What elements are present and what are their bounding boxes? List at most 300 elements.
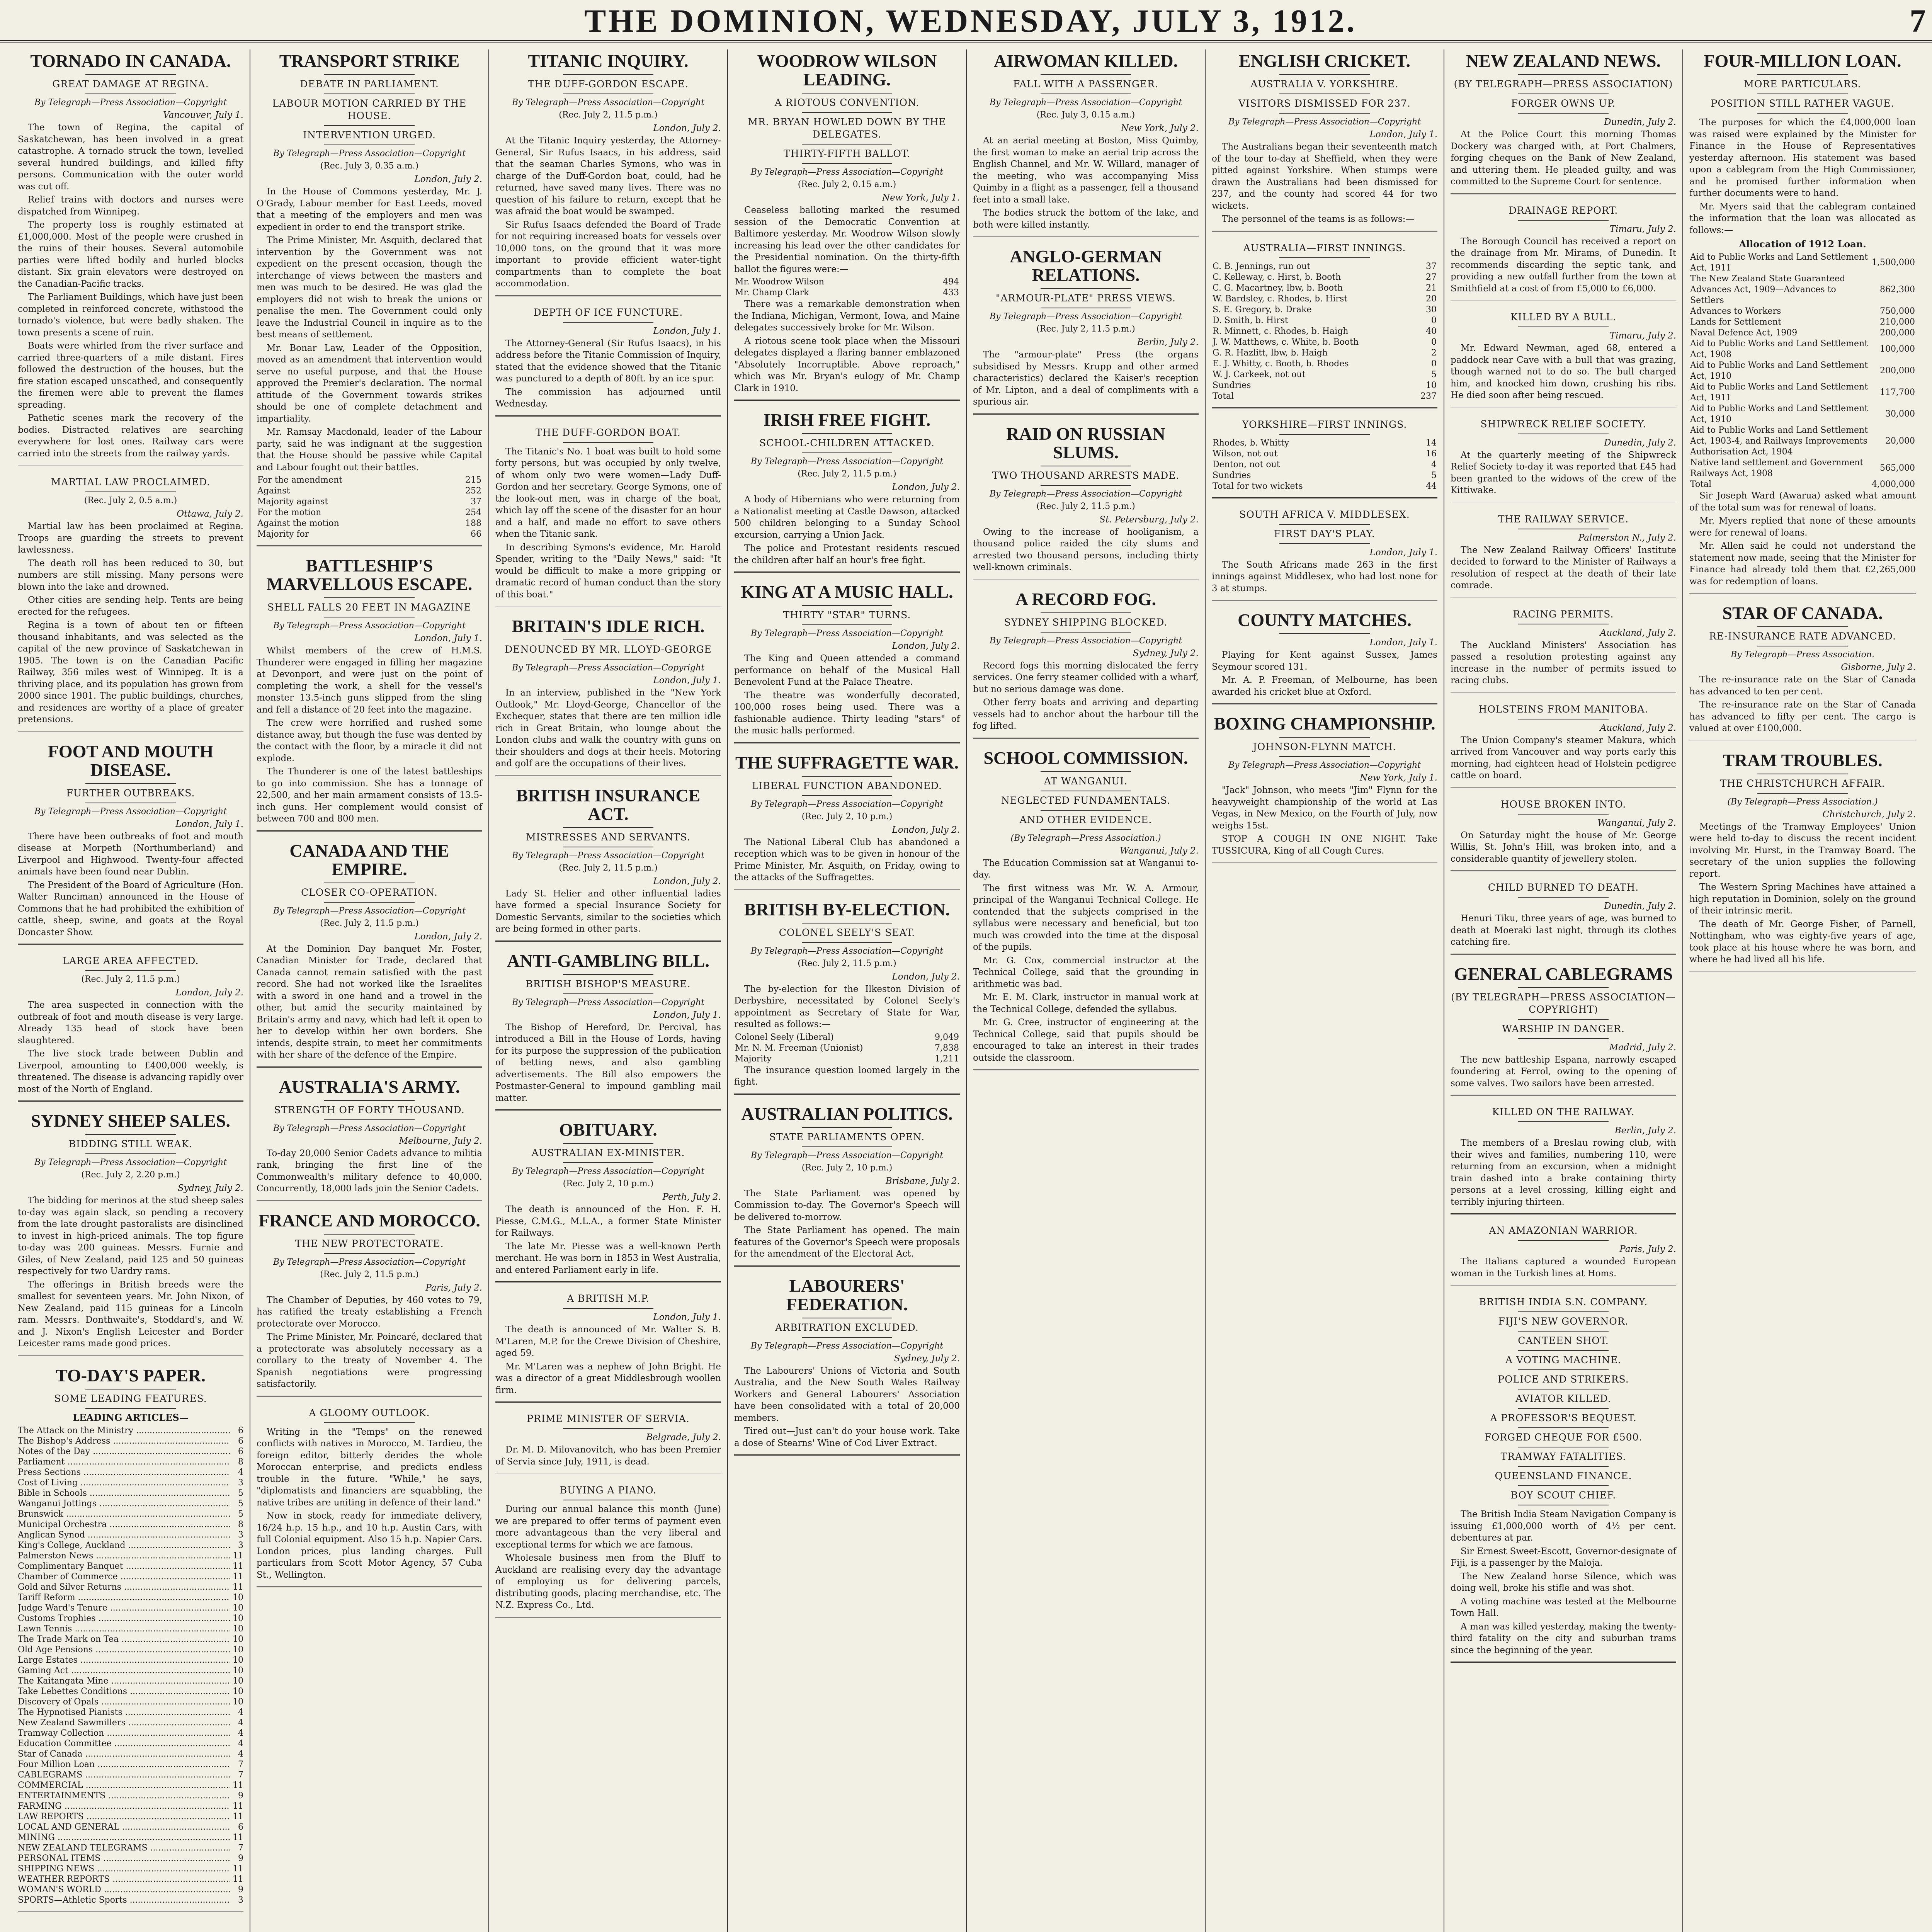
article-subhead: STATE PARLIAMENTS OPEN. [769, 1131, 925, 1143]
toc-label: Tariff Reform ..... [18, 1592, 230, 1603]
article-paragraph: Mr. Myers said that the cablegram contained the information that the loan was allocated as follows:— [1689, 201, 1916, 235]
table-row [1212, 359, 1437, 369]
row-value: 44 [1426, 481, 1437, 491]
article-paragraph: Mr. Ramsay Macdonald, leader of the Labour party, said he was indignant at the suggestion that the House should be passive while Capital and Labour fought out their battles. [257, 427, 482, 473]
article-paragraph: The Borough Council has received a report on the drainage from Mr. Mirams, of Dunedin. It recommends discarding the septic tank, and providing a new outfall further from the town at Smithfield at a cost of from £5,000 to £6,000. [1451, 236, 1676, 294]
article [495, 952, 721, 1111]
article-headline: NEW ZEALAND NEWS. [1466, 51, 1661, 71]
table-row [1212, 283, 1437, 294]
article-divider [1451, 597, 1676, 598]
article [257, 842, 482, 1068]
article-divider [495, 775, 721, 776]
article-headline: BRITAIN'S IDLE RICH. [512, 616, 705, 636]
subhead-rule [802, 1146, 892, 1147]
article-dateline: London, July 1. [1369, 638, 1437, 648]
article-body [495, 135, 721, 290]
table-row [257, 507, 482, 518]
article-subhead: THE DUFF-GORDON ESCAPE. [527, 78, 689, 90]
toc-label: Star of Canada ..... [18, 1749, 230, 1759]
table-row [1212, 348, 1437, 359]
article-byline: By Telegraph—Press Association—Copyright [750, 457, 944, 466]
article [1451, 1225, 1676, 1286]
row-value: 494 [943, 277, 959, 287]
toc-row [18, 1603, 243, 1613]
headline-rule [85, 74, 176, 75]
article-subhead: QUEENSLAND FINANCE. [1495, 1470, 1632, 1481]
article-divider [495, 1617, 721, 1618]
article-byline: By Telegraph—Press Association—Copyright [750, 799, 944, 809]
row-label: Lands for Settlement [1690, 317, 1781, 327]
toc-row [18, 1488, 243, 1498]
row-label: Total for two wickets [1213, 481, 1303, 491]
toc-label: Discovery of Opals ..... [18, 1697, 230, 1707]
article-body [734, 1188, 960, 1260]
article-paragraph: The Italians captured a wounded European woman in the Turkish lines at Homs. [1451, 1257, 1676, 1279]
article-paragraph: STOP A COUGH IN ONE NIGHT. Take TUSSICURA, King of all Cough Cures. [1212, 834, 1437, 856]
table-row [1212, 470, 1437, 481]
article-subhead: AN AMAZONIAN WARRIOR. [1489, 1225, 1638, 1236]
article-paragraph: Owing to the increase of hooliganism, a thousand police raided the city slums and arrested two thousand persons, including thirty well-known criminals. [973, 527, 1199, 572]
row-label: Native land settlement and Government Railways Act, 1908 [1690, 458, 1864, 478]
article-headline: THE SUFFRAGETTE WAR. [735, 752, 959, 772]
article-headline: FOUR-MILLION LOAN. [1704, 51, 1901, 71]
row-value: 10 [1426, 380, 1437, 390]
subhead-rule [1041, 485, 1131, 486]
article-dateline: London, July 2. [892, 971, 960, 982]
toc-row [18, 1509, 243, 1519]
article [1689, 751, 1916, 972]
toc-page: 11 [233, 1801, 243, 1811]
toc-page: 9 [238, 1791, 243, 1801]
article-dateline: London, July 2. [892, 641, 960, 651]
article-subhead: LABOUR MOTION CARRIED BY THE HOUSE. [272, 98, 467, 121]
toc-page: 4 [238, 1749, 243, 1759]
ballot-table [734, 277, 960, 298]
subhead-rule [1518, 113, 1609, 114]
row-label: W. Bardsley, c. Rhodes, b. Hirst [1213, 294, 1348, 304]
allocation-table [1689, 252, 1916, 490]
article-headline: SCHOOL COMMISSION. [983, 748, 1188, 768]
subhead-rule [802, 163, 892, 164]
article-dateline: Palmerston N., July 2. [1578, 532, 1676, 543]
toc-row [18, 1540, 243, 1551]
article-dateline: Dunedin, July 2. [1604, 901, 1676, 911]
table-row [1212, 272, 1437, 283]
article-divider [257, 1586, 482, 1587]
article-divider [1451, 692, 1676, 693]
article-paragraph: Mr. Allen said he could not understand the statement now made, seeing that the Minister for Finance had already told them that £2,265,000 was for redemption of loans. [1689, 541, 1916, 587]
article-paragraph: Mr. Bonar Law, Leader of the Opposition, moved as an amendment that intervention would serve no useful purpose, and that the House approved the Premier's declaration. The normal attitude of the Government towards strikes should be one of complete detachment and impartiality. [257, 343, 482, 424]
article-received: (Rec. July 3, 0.15 a.m.) [1036, 110, 1135, 120]
subhead-rule [563, 322, 653, 323]
article-subhead: DENOUNCED BY MR. LLOYD-GEORGE [505, 644, 712, 655]
subhead-rule [85, 1408, 176, 1409]
headline-rule [324, 74, 415, 75]
toc-label: ENTERTAINMENTS ..... [18, 1791, 230, 1801]
toc-row [18, 1655, 243, 1665]
toc-page: 6 [238, 1425, 243, 1435]
article-paragraph: The bodies struck the bottom of the lake, and both were killed instantly. [973, 208, 1199, 230]
article [1451, 204, 1676, 301]
article-received: (Rec. July 2, 2.20 p.m.) [81, 1170, 180, 1180]
headline-rule [1279, 633, 1370, 634]
article [495, 306, 721, 417]
article-byline: By Telegraph—Press Association—Copyright [1228, 760, 1421, 770]
article-headline: LABOURERS' FEDERATION. [786, 1276, 908, 1314]
article-paragraph: The Australians began their seventeenth match of the tour to-day at Sheffield, when they were pitted against Yorkshire. When stumps were drawn the Australians had been dismissed for 237, and the county had scored 44 for two wickets. [1212, 142, 1437, 211]
article-byline: By Telegraph—Press Association—Copyright [989, 312, 1182, 321]
toc-page: 10 [233, 1592, 243, 1602]
table-row [1212, 391, 1437, 402]
article-subhead: BOY SCOUT CHIEF. [1510, 1490, 1616, 1501]
article-subhead: A BRITISH M.P. [567, 1293, 650, 1304]
toc-label: CABLEGRAMS ..... [18, 1770, 230, 1780]
article-paragraph: Mr. Edward Newman, aged 68, entered a paddock near Cave with a bull that was grazing, though warned not to do so. The bull charged him, and knocked him down, crushing his ribs. He died soon after being rescued. [1451, 343, 1676, 400]
article [734, 52, 960, 401]
article [1212, 509, 1437, 601]
toc-page: 6 [238, 1446, 243, 1456]
article-paragraph: The police and Protestant residents rescued the children after half an hour's free fight. [734, 543, 960, 565]
row-label: Aid to Public Works and Land Settlement Act, 1910 [1690, 361, 1868, 381]
article-body [973, 135, 1199, 231]
article-body [734, 1365, 960, 1449]
article-paragraph: The Thunderer is one of the latest battleships to go into commission. She has a tonnage of 22,500, and her main armament consists of 13.5-inch guns. Her complement would consist of between 700 and 800 men. [257, 767, 482, 824]
row-label: Mr. Woodrow Wilson [735, 277, 824, 287]
article-body [734, 983, 960, 1031]
toc-page: 11 [233, 1864, 243, 1874]
masthead [0, 0, 1932, 43]
article-paragraph: Regina is a town of about ten or fifteen thousand inhabitants, and was selected as the capital of the new province of Saskatchewan in 1905. The town is on the Canadian Pacific Railway, 356 miles west of Winnipeg. It is a thriving place, and its population has grown from 2000 since 1901. The public buildings, churches, and residences are worthy of a place of greater pretensions. [18, 620, 243, 724]
toc-row [18, 1436, 243, 1446]
toc-row [18, 1822, 243, 1832]
article-dateline: Wanganui, July 2. [1597, 818, 1676, 828]
article-paragraph: At the Dominion Day banquet Mr. Foster, Canadian Minister for Trade, declared that Canada cannot remain satisfied with the past record. She had not worked like the Israelites with a sword in one hand and a trowel in the other, but amid the security maintained by Britain's army and navy, which had left it open to her to develop within her own borders. She intends, despite strain, to meet her commitments with her share of the defence of the Empire. [257, 944, 482, 1060]
article-paragraph: The New Zealand horse Silence, which was doing well, broke his stifle and was shot. [1451, 1571, 1676, 1593]
row-value: 215 [465, 475, 481, 485]
article-body [1689, 490, 1916, 587]
article-body [1212, 559, 1437, 595]
article-headline: FOOT AND MOUTH DISEASE. [48, 741, 214, 780]
subhead-rule [1757, 793, 1848, 794]
row-value: 4,000,000 [1872, 480, 1915, 489]
article-byline: By Telegraph—Press Association—Copyright [750, 1150, 944, 1160]
subhead-rule [563, 1428, 653, 1429]
row-label: The New Zealand State Guaranteed Advances Act, 1909—Advances to Settlers [1690, 274, 1845, 305]
column-5 [967, 49, 1206, 1932]
article-paragraph: Tired out—Just can't do your house work. Take a dose of Stearns' Wine of Cod Liver Extract. [734, 1426, 960, 1448]
article-paragraph: The Prime Minister, Mr. Asquith, declared that intervention by the Government was not expedient on the present occasion, though the interchange of views between the masters and men was much to be desired. He was glad the employers did not wish to break the unions or penalise the men. The Government could only leave the Industrial Council in inquire as to the best means of settlement. [257, 235, 482, 340]
toc-page: 4 [238, 1728, 243, 1738]
article-divider [495, 1401, 721, 1403]
article-subhead: AND OTHER EVIDENCE. [1019, 814, 1152, 825]
row-value: 30,000 [1885, 409, 1915, 419]
article-subhead: THE NEW PROTECTORATE. [295, 1238, 444, 1249]
article-dateline: London, July 2. [175, 988, 243, 998]
article-byline: By Telegraph—Press Association—Copyright [34, 806, 227, 816]
toc-label: Press Sections ..... [18, 1467, 230, 1478]
article-dateline: Timaru, July 2. [1609, 331, 1676, 341]
headline-rule [1041, 771, 1131, 772]
article-paragraph: The Chamber of Deputies, by 460 votes to 79, has ratified the treaty establishing a French protectorate over Morocco. [257, 1295, 482, 1329]
article-headline: TO-DAY'S PAPER. [56, 1365, 206, 1385]
table-row [1212, 438, 1437, 449]
article-divider [1451, 1095, 1676, 1096]
toc-row [18, 1634, 243, 1645]
toc-label: Notes of the Day ..... [18, 1446, 230, 1457]
row-value: 0 [1431, 359, 1437, 369]
toc-row [18, 1697, 243, 1707]
subhead-rule [1518, 897, 1609, 898]
subhead-rule [563, 659, 653, 660]
subhead-rule [1518, 1369, 1609, 1370]
article-body [1451, 1256, 1676, 1279]
table-row [1212, 304, 1437, 315]
article-headline: CANADA AND THE EMPIRE. [289, 840, 449, 879]
row-value: 0 [1431, 315, 1437, 325]
article-headline: BOXING CHAMPIONSHIP. [1214, 714, 1435, 733]
row-label: E. J. Whitty, c. Booth, b. Rhodes [1213, 359, 1349, 369]
article-paragraph: Mr. M'Laren was a nephew of John Bright. He was a director of a great Middlesbrough woollen firm. [495, 1361, 721, 1395]
toc-row [18, 1519, 243, 1530]
article-paragraph: The Western Spring Machines have attained a high reputation in Dominion, solely on the ground of their intrinsic merit. [1689, 882, 1916, 916]
article [973, 247, 1199, 415]
toc-row [18, 1467, 243, 1478]
article-paragraph: Record fogs this morning dislocated the ferry services. One ferry steamer collided with a wharf, but no serious damage was done. [973, 660, 1199, 694]
article-paragraph: Dr. M. D. Milovanovitch, who has been Premier of Servia since July, 1911, is dead. [495, 1445, 721, 1467]
article-subhead: A PROFESSOR'S BEQUEST. [1490, 1412, 1637, 1423]
ballot-table [734, 1032, 960, 1065]
article-body [495, 1444, 721, 1468]
headline-rule [85, 1134, 176, 1135]
article-divider [734, 1265, 960, 1267]
subhead-rule [85, 970, 176, 971]
subhead-rule [1518, 1427, 1609, 1428]
article-dateline: Berlin, July 2. [1614, 1126, 1676, 1136]
article-subhead: SYDNEY SHIPPING BLOCKED. [1004, 616, 1168, 628]
toc-page: 9 [238, 1853, 243, 1863]
table-row [1212, 459, 1437, 470]
article-paragraph: At an aerial meeting at Boston, Miss Quimby, the first woman to make an aerial trip across the English Channel, and Mr. W. Willard, manager of the meeting, who was accompanying Miss Quimby in a flight as a passenger, fell a thousand feet into a small lake. [973, 136, 1199, 205]
table-row [1212, 449, 1437, 459]
article-dateline: London, July 1. [414, 633, 482, 643]
subhead-rule [85, 1153, 176, 1154]
toc-page: 10 [233, 1624, 243, 1634]
article [495, 52, 721, 296]
article-divider [18, 465, 243, 466]
row-label: Mr. N. M. Freeman (Unionist) [735, 1043, 863, 1053]
toc-row [18, 1613, 243, 1624]
toc-row [18, 1895, 243, 1905]
article-received: (Rec. July 2, 11.5 p.m.) [81, 975, 180, 984]
article-divider [1212, 231, 1437, 232]
toc-label: Cost of Living ..... [18, 1478, 230, 1488]
article [1451, 52, 1676, 194]
article-divider [18, 731, 243, 732]
article-paragraph: The bidding for merinos at the stud sheep sales to-day was again slack, so pending a recovery from the late drought pastoralists are disinclined to invest in high-priced animals. The top figure to-day was 200 guineas. Messrs. Furnie and Giles, of New Zealand, paid 125 and 50 guineas respectively for two Uardry rams. [18, 1196, 243, 1276]
article-headline: GENERAL CABLEGRAMS [1454, 964, 1673, 984]
article-paragraph: The re-insurance rate on the Star of Canada has advanced to ten per cent. [1689, 675, 1916, 697]
article-dateline: Dunedin, July 2. [1604, 437, 1676, 448]
article-subhead: LIBERAL FUNCTION ABANDONED. [752, 780, 942, 791]
article-subhead: BUYING A PIANO. [560, 1485, 657, 1496]
article-divider [495, 295, 721, 296]
article-subhead: FIJI'S NEW GOVERNOR. [1498, 1316, 1629, 1327]
toc-page: 4 [238, 1738, 243, 1748]
article-dateline: London, July 1. [175, 819, 243, 829]
article-paragraph: The members of a Breslau rowing club, with their wives and families, numbering 110, were returning from an excursion, when a midnight train dashed into a brake containing thirty persons at a level crossing, killing eight and terribly injuring thirteen. [1451, 1138, 1676, 1207]
article-body [257, 1426, 482, 1581]
toc-row [18, 1811, 243, 1822]
article-body [495, 687, 721, 770]
row-value: 27 [1426, 272, 1437, 282]
toc-row [18, 1728, 243, 1738]
article-paragraph: A voting machine was tested at the Melbourne Town Hall. [1451, 1596, 1676, 1618]
toc-label: SHIPPING NEWS ..... [18, 1864, 230, 1874]
article-dateline: London, July 1. [653, 675, 721, 685]
article-dateline: Auckland, July 2. [1600, 723, 1676, 733]
article-byline: (By Telegraph—Press Association.) [1727, 797, 1878, 807]
article-subhead: COLONEL SEELY'S SEAT. [779, 927, 915, 938]
article-received: (Rec. July 2, 11.5 p.m.) [559, 863, 658, 873]
article-divider [734, 400, 960, 401]
toc-row [18, 1571, 243, 1582]
article-body [257, 1294, 482, 1390]
article-paragraph: The King and Queen attended a command performance on behalf of the Musical Hall Benevolent Fund at the Palace Theatre. [734, 653, 960, 687]
article-received: (Rec. July 2, 10 p.m.) [801, 1163, 893, 1173]
headline-rule [85, 783, 176, 784]
article-dateline: London, July 1. [1369, 547, 1437, 558]
toc-label: Take Lebettes Conditions ..... [18, 1686, 230, 1697]
row-label: Aid to Public Works and Land Settlement Act, 1910 [1690, 404, 1868, 424]
toc-label: Anglican Synod ..... [18, 1530, 230, 1540]
article-subhead: MR. BRYAN HOWLED DOWN BY THE DELEGATES. [748, 116, 946, 140]
article [257, 1211, 482, 1397]
toc-label: Large Estates ..... [18, 1655, 230, 1665]
article-paragraph: Mr. Myers replied that none of these amounts were for renewal of loans. [1689, 516, 1916, 538]
toc-page: 6 [238, 1436, 243, 1446]
article-subhead: SOUTH AFRICA V. MIDDLESEX. [1239, 509, 1410, 520]
article-paragraph: Wholesale business men from the Bluff to Auckland are realising every day the advantage of employing us for delivering parcels, distributing goods, placing merchandise, etc. The N.Z. Express Co., Ltd. [495, 1553, 721, 1610]
article-dateline: Dunedin, July 2. [1604, 117, 1676, 127]
subhead-rule [1518, 1019, 1609, 1020]
article-headline: IRISH FREE FIGHT. [763, 410, 931, 430]
table-row [1212, 261, 1437, 272]
toc-row [18, 1832, 243, 1843]
row-value: 21 [1426, 283, 1437, 293]
row-value: 66 [471, 529, 481, 539]
article [734, 1277, 960, 1456]
article-divider [1212, 600, 1437, 601]
table-row [734, 1054, 960, 1065]
article-subhead: BRITISH INDIA S.N. COMPANY. [1479, 1296, 1648, 1308]
article-paragraph: The area suspected in connection with the outbreak of foot and mouth disease is very large. Already 135 head of stock have been slaughtered. [18, 1000, 243, 1046]
article-headline: WOODROW WILSON LEADING. [757, 51, 937, 89]
article-subhead: A RIOTOUS CONVENTION. [774, 97, 920, 108]
table-row [1212, 380, 1437, 391]
article-subhead: POSITION STILL RATHER VAGUE. [1711, 98, 1895, 109]
article-byline: By Telegraph—Press Association—Copyright [273, 621, 466, 631]
row-value: 4 [1431, 459, 1437, 469]
article [1689, 52, 1916, 594]
article-paragraph: In an interview, published in the "New York Outlook," Mr. Lloyd-George, Chancellor of the Exchequer, states that there are ten million idle rich in Great Britain, who lounge about the London clubs and walk the country with guns on their shoulders and dogs at their heels. Motoring and golf are the occupations of their lives. [495, 688, 721, 769]
article [257, 1407, 482, 1588]
article-byline: By Telegraph—Press Association—Copyright [273, 149, 466, 158]
article-paragraph: The theatre was wonderfully decorated, 100,000 roses being used. There was a fashionable audience. Thirty leading "stars" of the music halls performed. [734, 690, 960, 736]
article-dateline: London, July 1. [653, 1010, 721, 1020]
article-paragraph: To-day 20,000 Senior Cadets advance to militia rank, bringing the first line of the Commonwealth's military defence to 40,000. Concurrently, 18,000 lads join the Senior Cadets. [257, 1148, 482, 1194]
article-paragraph: The Auckland Ministers' Association has passed a resolution protesting against any increase in the number of permits issued to racing clubs. [1451, 640, 1676, 685]
article-paragraph: The new battleship Espana, narrowly escaped foundering at Ferrol, owing to the opening of some valves. Two sailors have been arrested. [1451, 1054, 1676, 1088]
article [973, 749, 1199, 1071]
row-label: C. Kelleway, c. Hirst, b. Booth [1213, 272, 1341, 282]
article-divider [734, 571, 960, 573]
subhead-rule [1279, 257, 1370, 258]
article-paragraph: Sir Ernest Sweet-Escott, Governor-designate of Fiji, is a passenger by the Maloja. [1451, 1546, 1676, 1568]
table-row [1212, 369, 1437, 380]
row-label: Sundries [1213, 470, 1251, 480]
toc-page: 3 [238, 1478, 243, 1488]
article-byline: By Telegraph—Press Association—Copyright [34, 98, 227, 107]
article-body [734, 653, 960, 737]
article-headline: TRANSPORT STRIKE [279, 51, 460, 71]
article-headline: ANGLO-GERMAN RELATIONS. [1010, 247, 1162, 285]
article-subhead: HOLSTEINS FROM MANITOBA. [1478, 703, 1648, 715]
article [18, 476, 243, 732]
headline-rule [802, 1127, 892, 1128]
article [495, 617, 721, 776]
article-byline: By Telegraph—Press Association—Copyright [512, 98, 705, 107]
article-subhead: TWO THOUSAND ARRESTS MADE. [992, 469, 1180, 481]
row-label: Total [1213, 391, 1234, 401]
article [734, 411, 960, 573]
table-row [1212, 337, 1437, 348]
article-paragraph: The Education Commission sat at Wanganui to-day. [973, 858, 1199, 880]
article-divider [18, 1911, 243, 1912]
article-byline: By Telegraph—Press Association—Copyright [273, 1123, 466, 1133]
subhead-rule [1518, 1311, 1609, 1312]
article-headline: STAR OF CANADA. [1722, 603, 1883, 623]
toc-row [18, 1874, 243, 1884]
toc-page: 11 [233, 1874, 243, 1884]
article-body [495, 1324, 721, 1396]
article-divider [734, 889, 960, 890]
article-paragraph: Other ferry boats and arriving and departing vessels had to anchor about the harbour till the fog lifted. [973, 697, 1199, 731]
article-received: (Rec. July 2, 11.5 p.m.) [1036, 501, 1135, 511]
article-body [734, 494, 960, 566]
article-paragraph: Lady St. Helier and other influential ladies have formed a special Insurance Society for Domestic Servants, similar to the societies which are being formed in other parts. [495, 888, 721, 934]
article-headline: BRITISH INSURANCE ACT. [516, 785, 701, 824]
article-paragraph: Ceaseless balloting marked the resumed session of the Democratic Convention at Baltimore yesterday. Mr. Woodrow Wilson slowly increasing his lead over the other candidates for the Presidential nomination. On the thirty-fifth ballot the figures were:— [734, 205, 960, 274]
article-body [257, 186, 482, 473]
table-row [1689, 425, 1916, 457]
row-value: 5 [1431, 369, 1437, 379]
article-dateline: London, July 2. [414, 931, 482, 942]
headline-rule [1279, 737, 1370, 738]
article-dateline: Madrid, July 2. [1609, 1042, 1676, 1053]
row-label: Mr. Champ Clark [735, 288, 809, 298]
headline-rule [1518, 74, 1609, 75]
article-body [1212, 649, 1437, 698]
article-subhead: POLICE AND STRIKERS. [1498, 1374, 1629, 1385]
row-value: 0 [1431, 337, 1437, 347]
toc-label: MINING ..... [18, 1832, 230, 1843]
article-divider [1451, 1662, 1676, 1663]
row-label: Aid to Public Works and Land Settlement Act, 1911 [1690, 252, 1868, 273]
subhead-rule [802, 942, 892, 943]
row-label: D. Smith, b. Hirst [1213, 315, 1288, 325]
toc-page: 10 [233, 1613, 243, 1623]
row-value: 100,000 [1880, 344, 1915, 354]
